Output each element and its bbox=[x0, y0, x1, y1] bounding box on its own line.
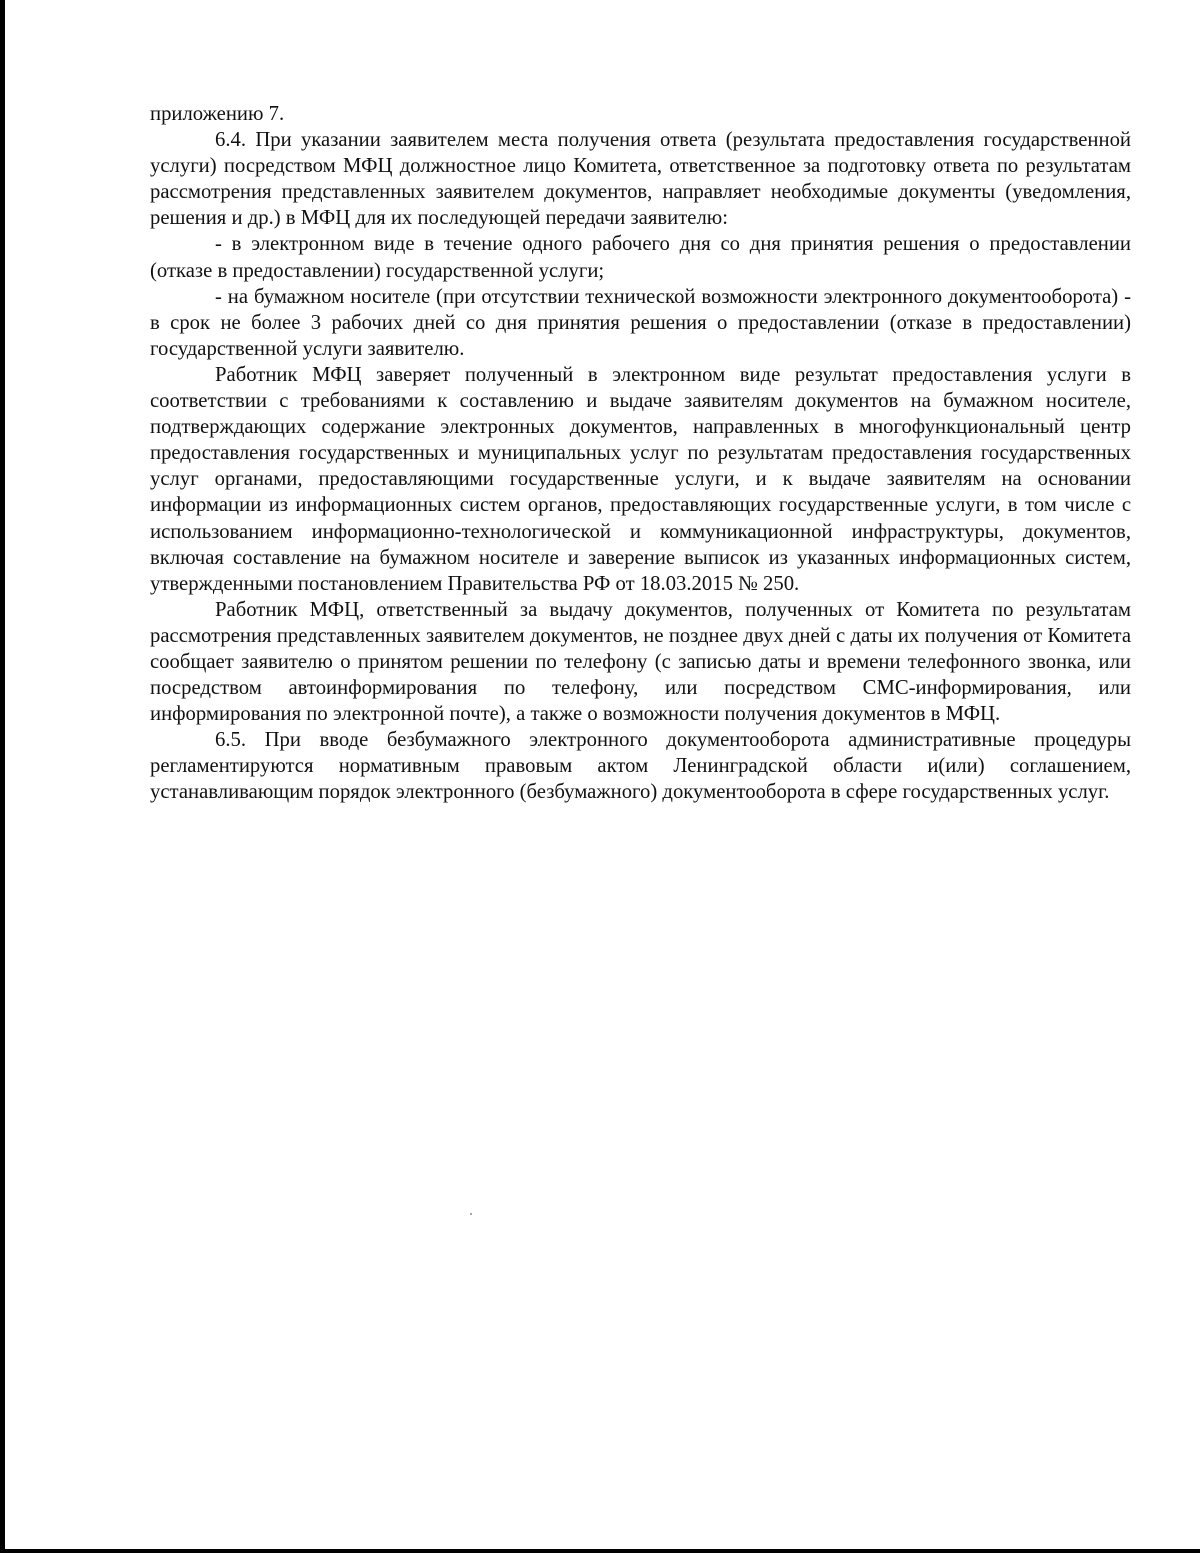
scan-bottom-edge bbox=[0, 1549, 1200, 1553]
paragraph-mfc-notification: Работник МФЦ, ответственный за выдачу документов, полученных от Комитета по результатам рассмотрения представленных заявителем документов, не позднее двух дней с даты их получения от Комитета сообщает заявителю о принятом решении по телефону (с записью даты и времени телефонного звонка, или посредством автоинформирования по телефону, или посредством СМС-информирования, или информирования по электронной почте), а также о возможности получения документов в МФЦ. bbox=[150, 598, 1131, 726]
list-item-electronic: - в электронном виде в течение одного рабочего дня со дня принятия решения о предоставлении (отказе в предоставлении) государственной услуги; bbox=[150, 233, 1131, 282]
paragraph-6-4: 6.4. При указании заявителем места получения ответа (результата предоставления государственной услуги) посредством МФЦ должностное лицо Комитета, ответственное за подготовку ответа по результатам рассмотрения представленных заявителем документов, направляет необходимые документы (уведомления, решения и др.) в МФЦ для их последующей передачи заявителю: bbox=[150, 129, 1131, 230]
scan-speck bbox=[470, 1213, 472, 1215]
scan-left-edge bbox=[0, 0, 5, 1553]
paragraph-6-5: 6.5. При вводе безбумажного электронного документооборота административные процедуры регламентируются нормативным правовым актом Ленинградской области и(или) соглашением, устанавливающим порядок электронного (безбумажного) документооборота в сфере государственных услуг. bbox=[150, 729, 1131, 804]
paragraph-continuation: приложению 7. bbox=[150, 103, 285, 125]
list-item-paper: - на бумажном носителе (при отсутствии технической возможности электронного документооборота) - в срок не более 3 рабочих дней со дня принятия решения о предоставлении (отказе в предоставлении) государственной услуги заявителю. bbox=[150, 285, 1131, 360]
paragraph-mfc-certification: Работник МФЦ заверяет полученный в электронном виде результат предоставления услуги в соответствии с требованиями к составлению и выдаче заявителям документов на бумажном носителе, подтверждающих содержание электронных документов, направленных в многофункциональный центр предоставления государственных и муниципальных услуг по результатам предоставления государственных услуг органами, предоставляющими государственные услуги, и к выдаче заявителям на основании информации из информационных систем органов, предоставляющих государственные услуги, в том числе с использованием информационно-технологической и коммуникационной инфраструктуры, документов, включая составление на бумажном носителе и заверение выписок из указанных информационных систем, утвержденными постановлением Правительства РФ от 18.03.2015 № 250. bbox=[150, 363, 1131, 595]
document-body bbox=[150, 101, 1131, 806]
